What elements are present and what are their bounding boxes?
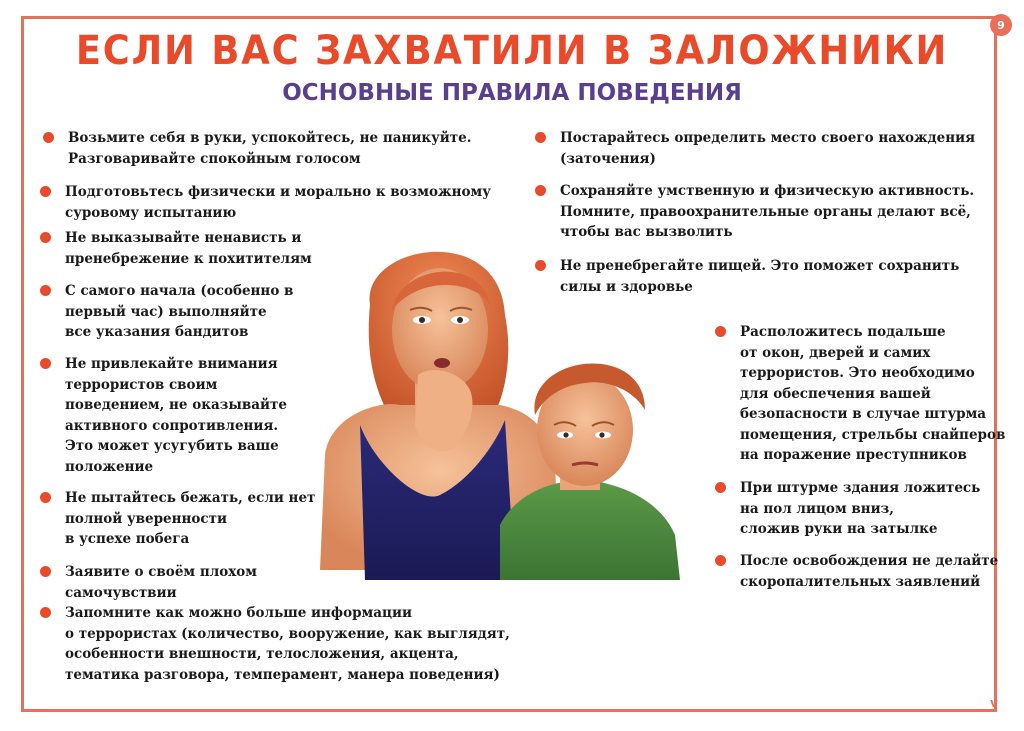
bullet-icon [535,185,546,196]
rule-item: Запомните как можно больше информации о террористах (количество, вооружение, как выглядят, особенности внешности, телосложения, акцента, тематика разговора, темперамент, манера поведения) [65,603,510,685]
rule-item: С самого начала (особенно в первый час) выполняйте все указания бандитов [65,281,293,343]
rule-item: При штурме здания ложитесь на пол лицом вниз, сложив руки на затылке [740,478,980,540]
rule-item: Не привлекайте внимания террористов своим поведением, не оказывайте активного сопротивления. Это может усугубить ваше положение [65,354,287,477]
rule-item: Возьмите себя в руки, успокойтесь, не паникуйте. Разговаривайте спокойным голосом [68,128,471,169]
rule-item: Расположитесь подальше от окон, дверей и самих террористов. Это необходимо для обеспечения вашей безопасности в случае штурма помещения, стрельбы снайперов на поражение преступников [740,322,1005,466]
rule-item: Постарайтесь определить место своего нахождения (заточения) [560,128,975,169]
rule-item: Сохраняйте умственную и физическую активность. Помните, правоохранительные органы делают всё, чтобы вас вызволить [560,181,974,243]
bullet-icon [715,482,726,493]
rule-item: Подготовьтесь физически и морально к возможному суровому испытанию [65,182,491,223]
rule-item: Не выказывайте ненависть и пренебрежение к похитителям [65,228,312,269]
bullet-icon [715,326,726,337]
bullet-icon [40,358,51,369]
page-subtitle: ОСНОВНЫЕ ПРАВИЛА ПОВЕДЕНИЯ [282,80,742,106]
bullet-icon [715,555,726,566]
rule-item: Не пытайтесь бежать, если нет полной уверенности в успехе побега [65,488,315,550]
bullet-icon [535,132,546,143]
bullet-icon [43,132,54,143]
bullet-icon [40,566,51,577]
bullet-icon [40,232,51,243]
corner-mark: v [990,696,998,710]
page-title: ЕСЛИ ВАС ЗАХВАТИЛИ В ЗАЛОЖНИКИ [75,28,949,74]
hostages-illustration [300,225,700,590]
page-number-badge: 9 [990,14,1012,36]
bullet-icon [40,186,51,197]
bullet-icon [40,285,51,296]
rule-item: Заявите о своём плохом самочувствии [65,562,257,603]
bullet-icon [40,607,51,618]
rule-item: После освобождения не делайте скоропалительных заявлений [740,551,998,592]
rule-item: Не пренебрегайте пищей. Это поможет сохранить силы и здоровье [560,256,959,297]
bullet-icon [40,492,51,503]
